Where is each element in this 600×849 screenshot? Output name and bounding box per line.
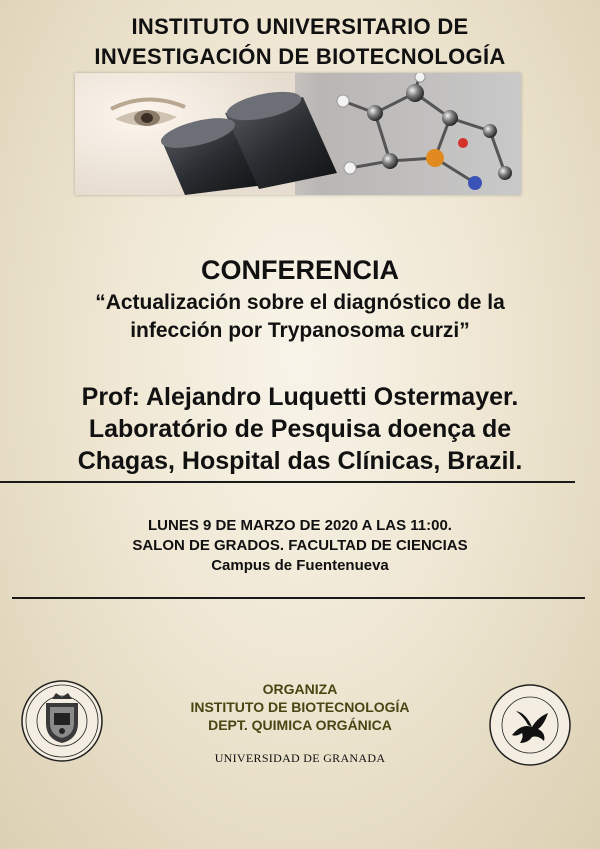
event-venue: SALON DE GRADOS. FACULTAD DE CIENCIAS: [132, 537, 468, 554]
speaker-info: [10, 381, 590, 477]
divider-bottom: [12, 597, 585, 599]
event-campus: Campus de Fuentenueva: [211, 557, 389, 574]
header-banner-image: [75, 73, 521, 195]
university-name: UNIVERSIDAD DE GRANADA: [214, 751, 386, 765]
organizers-label: ORGANIZA: [262, 681, 338, 697]
institute-title: [0, 12, 600, 72]
conference-title-line-1: “Actualización sobre el diagnóstico de la: [95, 291, 505, 314]
institute-title-line-2: INVESTIGACIÓN DE BIOTECNOLOGÍA: [94, 44, 506, 69]
speaker-affiliation-line-1: Laboratório de Pesquisa doença de: [88, 415, 512, 443]
conference-title: [20, 289, 580, 345]
conference-title-line-2: infección por Trypanosoma curzi”: [130, 319, 470, 342]
divider-top: [0, 481, 575, 483]
speaker-affiliation-line-2: Chagas, Hospital das Clínicas, Brazil.: [77, 447, 523, 475]
biotechnology-seal-icon: [488, 683, 572, 767]
organizer-institute: INSTITUTO DE BIOTECNOLOGÍA: [190, 699, 410, 715]
organizer-department: DEPT. QUIMICA ORGÁNICA: [208, 717, 392, 733]
conference-heading: CONFERENCIA: [200, 255, 399, 285]
microscope-molecule-illustration: [75, 73, 521, 195]
event-details: [0, 516, 600, 576]
institute-title-line-1: INSTITUTO UNIVERSITARIO DE: [131, 14, 469, 39]
event-date-time: LUNES 9 DE MARZO DE 2020 A LAS 11:00.: [148, 517, 452, 534]
speaker-name: Prof: Alejandro Luquetti Ostermayer.: [81, 383, 519, 411]
